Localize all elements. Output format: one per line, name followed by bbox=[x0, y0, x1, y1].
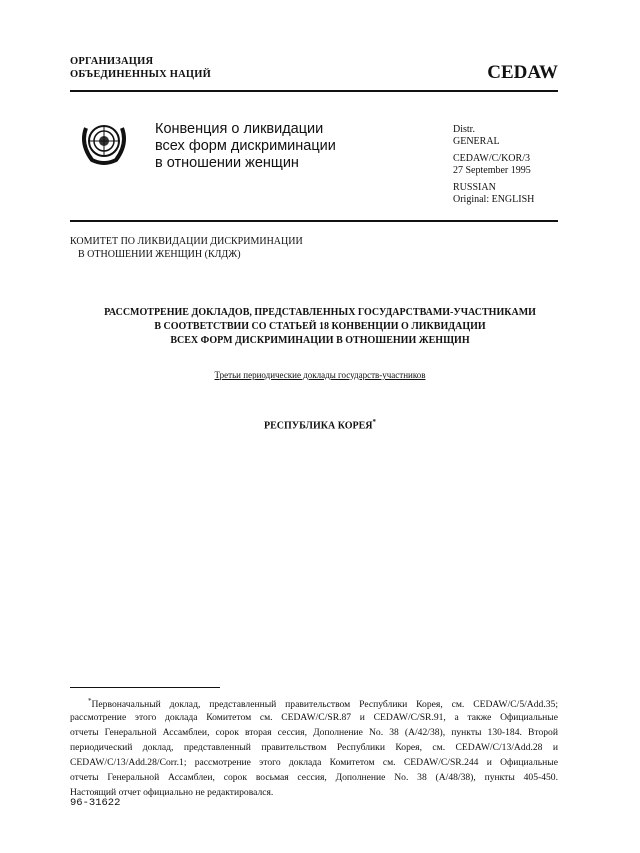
doc-symbol: CEDAW/C/KOR/3 bbox=[453, 153, 530, 164]
committee-line1: КОМИТЕТ ПО ЛИКВИДАЦИИ ДИСКРИМИНАЦИИ bbox=[70, 236, 303, 247]
footnote-line: отчеты Генеральной Ассамблеи, сорок восьмая сессия, Дополнение No. 38 (A/48/38), пункты 405-450. bbox=[70, 772, 558, 783]
footnote-line: отчеты Генеральной Ассамблеи, сорок вторая сессия, Дополнение No. 38 (A/42/38), пункты 130-184. Второй bbox=[70, 727, 558, 738]
footnote-line: CEDAW/C/13/Add.28/Corr.1; рассмотрение этого доклада Комитетом см. CEDAW/C/SR.244 и Официальные bbox=[70, 757, 558, 768]
footnote-ref: * bbox=[372, 418, 376, 426]
convention-line1: Конвенция о ликвидации bbox=[155, 121, 324, 137]
doc-code: CEDAW bbox=[487, 62, 558, 83]
convention-line3: в отношении женщин bbox=[155, 155, 299, 171]
committee-line2: В ОТНОШЕНИИ ЖЕНЩИН (КЛДЖ) bbox=[78, 249, 241, 260]
distr-value: GENERAL bbox=[453, 136, 500, 147]
doc-date: 27 September 1995 bbox=[453, 165, 531, 176]
footnote-line: рассмотрение этого доклада Комитетом см. CEDAW/C/SR.87 и CEDAW/C/SR.91, а также Официальные bbox=[70, 712, 558, 723]
org-name-line2: ОБЪЕДИНЕННЫХ НАЦИЙ bbox=[70, 69, 212, 80]
header-rule bbox=[70, 220, 558, 222]
country-heading bbox=[70, 418, 570, 431]
footnote-line: периодический доклад, представленный правительством Республики Корея, см. CEDAW/C/13/Add.28 и bbox=[70, 742, 558, 753]
subtitle: Третьи периодические доклады государств-участников bbox=[214, 370, 426, 380]
distr-label: Distr. bbox=[453, 124, 475, 135]
un-emblem-icon bbox=[78, 118, 130, 173]
country-name: РЕСПУБЛИКА КОРЕЯ bbox=[264, 420, 373, 432]
doc-number: 96-31622 bbox=[70, 797, 121, 809]
footnote-line: Настоящий отчет официально не редактировался. bbox=[70, 787, 274, 798]
top-rule bbox=[70, 90, 558, 92]
org-name-line1: ОРГАНИЗАЦИЯ bbox=[70, 56, 154, 67]
title-line3: ВСЕХ ФОРМ ДИСКРИМИНАЦИИ В ОТНОШЕНИИ ЖЕНЩИН bbox=[170, 335, 470, 346]
title-line2: В СООТВЕТСТВИИ СО СТАТЬЕЙ 18 КОНВЕНЦИИ О ЛИКВИДАЦИИ bbox=[154, 321, 486, 332]
original-language: Original: ENGLISH bbox=[453, 194, 535, 205]
doc-language: RUSSIAN bbox=[453, 182, 496, 193]
footnote-rule bbox=[70, 687, 220, 688]
convention-line2: всех форм дискриминации bbox=[155, 138, 336, 154]
footnote-line: *Первоначальный доклад, представленный правительством Республики Корея, см. CEDAW/C/5/Add.35; bbox=[88, 697, 558, 711]
title-line1: РАССМОТРЕНИЕ ДОКЛАДОВ, ПРЕДСТАВЛЕННЫХ ГОСУДАРСТВАМИ-УЧАСТНИКАМИ bbox=[104, 307, 536, 318]
